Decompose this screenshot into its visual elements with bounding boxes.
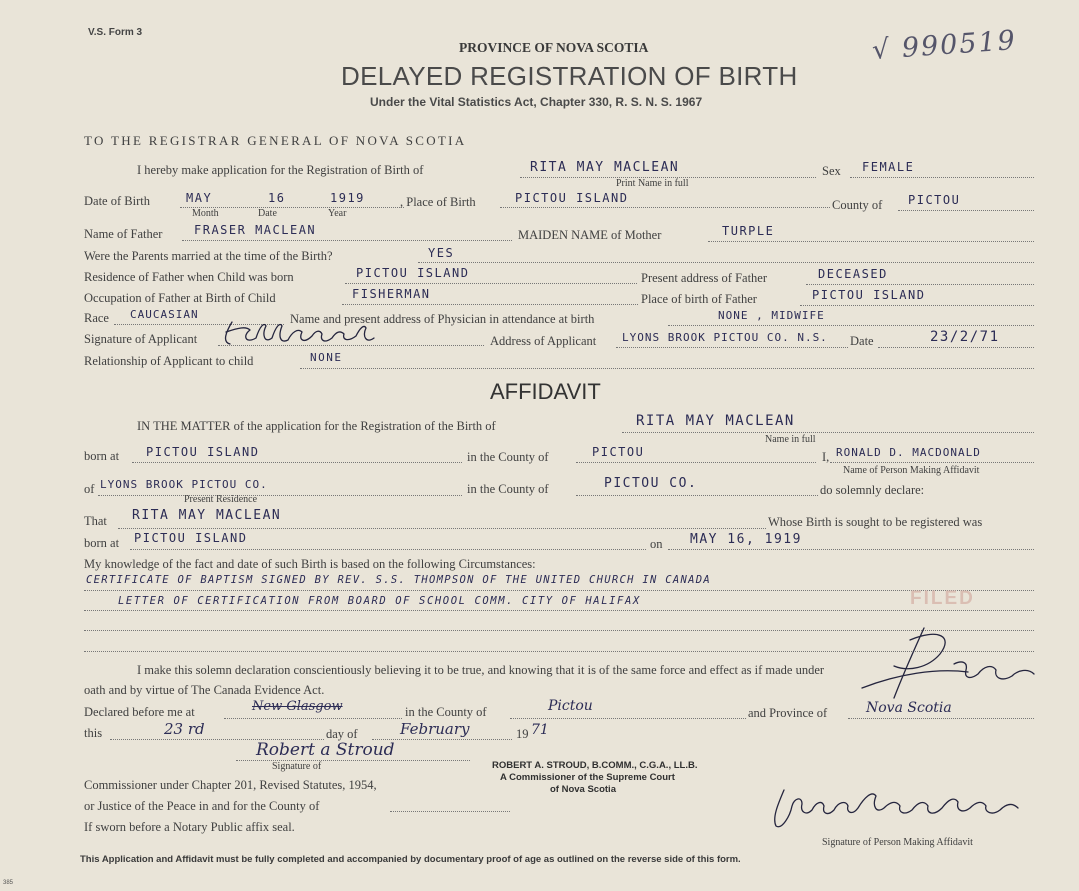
to-registrar-line: TO THE REGISTRAR GENERAL OF NOVA SCOTIA — [84, 133, 467, 148]
birth-date-line — [668, 549, 1034, 550]
parents-married-line — [418, 262, 1034, 263]
registration-number: √ 990519 — [871, 24, 1018, 67]
knowledge-label: My knowledge of the fact and date of such Birth is based on the following Circumstances: — [84, 557, 536, 571]
signature-applicant-line — [218, 345, 484, 346]
birth-day-value: 16 — [268, 191, 286, 205]
father-residence-label: Residence of Father when Child was born — [84, 270, 294, 284]
year-prefix-label: 19 — [516, 727, 529, 741]
of-label: of — [84, 482, 95, 496]
in-county-line-2 — [576, 495, 818, 496]
birth-date-value: MAY 16, 1919 — [690, 532, 802, 547]
declared-place-line — [224, 718, 402, 719]
born-at-label: born at — [84, 449, 120, 463]
and-province-label: and Province of — [748, 706, 828, 720]
physician-label: Name and present address of Physician in attendance at birth — [290, 312, 595, 326]
form-title: DELAYED REGISTRATION OF BIRTH — [341, 61, 798, 91]
that-label: That — [84, 514, 107, 528]
father-birthplace-line — [800, 305, 1034, 306]
place-of-birth-label: , Place of Birth — [400, 195, 476, 209]
affiant-name-hint: Name of Person Making Affidavit — [843, 465, 980, 476]
notary-line: If sworn before a Notary Public affix seal. — [84, 820, 295, 834]
sex-value: FEMALE — [862, 160, 915, 174]
declared-province-line — [848, 718, 1034, 719]
declared-month-value: February — [400, 720, 470, 738]
in-county-line-1 — [576, 462, 816, 463]
form-number: V.S. Form 3 — [88, 27, 143, 38]
province-heading: PROVINCE OF NOVA SCOTIA — [459, 40, 649, 55]
date-hint: Date — [258, 208, 277, 219]
birth-month-value: MAY — [186, 191, 213, 205]
print-name-hint: Print Name in full — [616, 178, 689, 189]
circumstance-line-1 — [84, 590, 1034, 591]
birth-year-value: 1919 — [330, 191, 365, 205]
physician-value: NONE , MIDWIFE — [718, 309, 825, 322]
applicant-address-value: LYONS BROOK PICTOU CO. N.S. — [622, 331, 828, 344]
declared-county-line — [510, 718, 746, 719]
do-solemnly-label: do solemnly declare: — [820, 483, 925, 497]
date-line — [878, 347, 1034, 348]
justice-county-line — [390, 811, 510, 812]
declared-province-value: Nova Scotia — [866, 700, 952, 716]
that-name-line — [118, 528, 766, 529]
declared-place-value: New Glasgow — [252, 699, 343, 714]
on-label: on — [650, 537, 663, 551]
name-in-full-hint: Name in full — [765, 434, 816, 445]
i-label: I, — [822, 450, 830, 464]
applicant-address-line — [616, 347, 848, 348]
affidavit-child-name-value: RITA MAY MACLEAN — [636, 413, 795, 429]
county-of-label: County of — [832, 198, 883, 212]
declared-year-value: 71 — [531, 722, 549, 738]
form-subtitle: Under the Vital Statistics Act, Chapter 330, R. S. N. S. 1967 — [370, 95, 703, 109]
race-label: Race — [84, 311, 109, 325]
this-label: this — [84, 726, 103, 740]
oath-line-text: oath and by virtue of The Canada Evidence Act. — [84, 683, 325, 697]
birth-place-line — [130, 549, 646, 550]
father-name-value: FRASER MACLEAN — [194, 223, 317, 237]
father-occupation-label: Occupation of Father at Birth of Child — [84, 291, 276, 305]
birth-place-value: PICTOU ISLAND — [134, 531, 248, 545]
father-birthplace-value: PICTOU ISLAND — [812, 288, 926, 302]
father-occupation-value: FISHERMAN — [352, 287, 431, 301]
born-at-label-2: born at — [84, 536, 120, 550]
father-occupation-line — [342, 304, 638, 305]
commissioner-signature: Robert a Stroud — [256, 740, 395, 760]
born-at-line — [132, 462, 462, 463]
county-value: PICTOU — [908, 193, 961, 207]
year-hint: Year — [328, 208, 347, 219]
father-residence-value: PICTOU ISLAND — [356, 266, 470, 280]
circumstance-line-2 — [84, 610, 1034, 611]
in-county-label-3: in the County of — [405, 705, 487, 719]
declared-county-value: Pictou — [548, 698, 593, 714]
date-of-birth-label: Date of Birth — [84, 194, 150, 208]
affiant-name-value: RONALD D. MACDONALD — [836, 446, 981, 459]
place-of-birth-value: PICTOU ISLAND — [515, 191, 629, 205]
in-the-matter-label: IN THE MATTER of the application for the Registration of the Birth of — [137, 419, 496, 433]
affidavit-born-place-value: PICTOU ISLAND — [146, 445, 260, 459]
signature-applicant-label: Signature of Applicant — [84, 332, 198, 346]
declared-day-value: 23 rd — [164, 720, 205, 738]
father-present-address-line — [806, 284, 1034, 285]
relationship-value: NONE — [310, 351, 343, 364]
application-intro-label: I hereby make application for the Registration of Birth of — [137, 163, 424, 177]
applicant-address-label: Address of Applicant — [490, 334, 597, 348]
signature-of-hint: Signature of — [272, 761, 322, 772]
affidavit-born-county-value: PICTOU — [592, 445, 645, 459]
father-name-label: Name of Father — [84, 227, 163, 241]
in-county-label-1: in the County of — [467, 450, 549, 464]
child-name-value: RITA MAY MACLEAN — [530, 160, 680, 175]
parents-married-label: Were the Parents married at the time of the Birth? — [84, 249, 333, 263]
filed-stamp: FILED — [910, 588, 975, 609]
corner-code: 385 — [3, 880, 14, 886]
mother-maiden-value: TURPLE — [722, 224, 775, 238]
solemn-declaration-text: I make this solemn declaration conscientiously believing it to be true, and knowing that it is of the same force and effect as if made under — [137, 663, 825, 677]
present-residence-hint: Present Residence — [184, 494, 258, 505]
father-birthplace-label: Place of birth of Father — [641, 292, 757, 306]
father-present-address-label: Present address of Father — [641, 271, 768, 285]
commissioner-line: Commissioner under Chapter 201, Revised Statutes, 1954, — [84, 778, 377, 792]
circumstance-2: LETTER OF CERTIFICATION FROM BOARD OF SCHOOL COMM. CITY OF HALIFAX — [118, 595, 641, 607]
commissioner-stamp-title: A Commissioner of the Supreme Court — [500, 772, 675, 783]
affidavit-heading: AFFIDAVIT — [490, 379, 601, 404]
declared-before-label: Declared before me at — [84, 705, 195, 719]
footer-note: This Application and Affidavit must be fully completed and accompanied by documentary proof of age as outlined on the reverse side of this form. — [80, 854, 741, 865]
affiant-residence-value: LYONS BROOK PICTOU CO. — [100, 478, 268, 491]
relationship-label: Relationship of Applicant to child — [84, 354, 254, 368]
affiant-residence-line — [98, 495, 462, 496]
commissioner-stamp-name: ROBERT A. STROUD, B.COMM., C.G.A., LL.B. — [492, 760, 698, 771]
relationship-line — [300, 368, 1034, 369]
father-present-address-value: DECEASED — [818, 267, 888, 281]
physician-line — [668, 325, 1034, 326]
application-date-value: 23/2/71 — [930, 329, 1000, 345]
place-of-birth-line — [500, 207, 830, 208]
in-county-label-2: in the County of — [467, 482, 549, 496]
justice-line: or Justice of the Peace in and for the County of — [84, 799, 320, 813]
affiant-signature-overlay — [850, 620, 1050, 710]
affiant-signature — [762, 782, 1032, 838]
month-hint: Month — [192, 208, 219, 219]
mother-maiden-label: MAIDEN NAME of Mother — [518, 228, 662, 242]
residence-county-value: PICTOU CO. — [604, 476, 698, 491]
that-name-value: RITA MAY MACLEAN — [132, 508, 282, 523]
whose-birth-label: Whose Birth is sought to be registered was — [768, 515, 983, 529]
affiant-signature-caption: Signature of Person Making Affidavit — [822, 837, 973, 848]
county-line — [898, 210, 1034, 211]
mother-maiden-line — [708, 241, 1034, 242]
affidavit-child-name-line — [622, 432, 1034, 433]
race-value: CAUCASIAN — [130, 308, 199, 321]
sex-label: Sex — [822, 164, 841, 178]
circumstance-1: CERTIFICATE OF BAPTISM SIGNED BY REV. S.S. THOMPSON OF THE UNITED CHURCH IN CANADA — [86, 574, 711, 586]
father-name-line — [182, 240, 512, 241]
parents-married-value: YES — [428, 246, 455, 260]
affiant-name-line — [830, 462, 1034, 463]
date-label: Date — [850, 334, 874, 348]
day-of-label: day of — [326, 727, 358, 741]
sex-line — [850, 177, 1034, 178]
father-residence-line — [345, 283, 637, 284]
commissioner-stamp-region: of Nova Scotia — [550, 784, 616, 795]
